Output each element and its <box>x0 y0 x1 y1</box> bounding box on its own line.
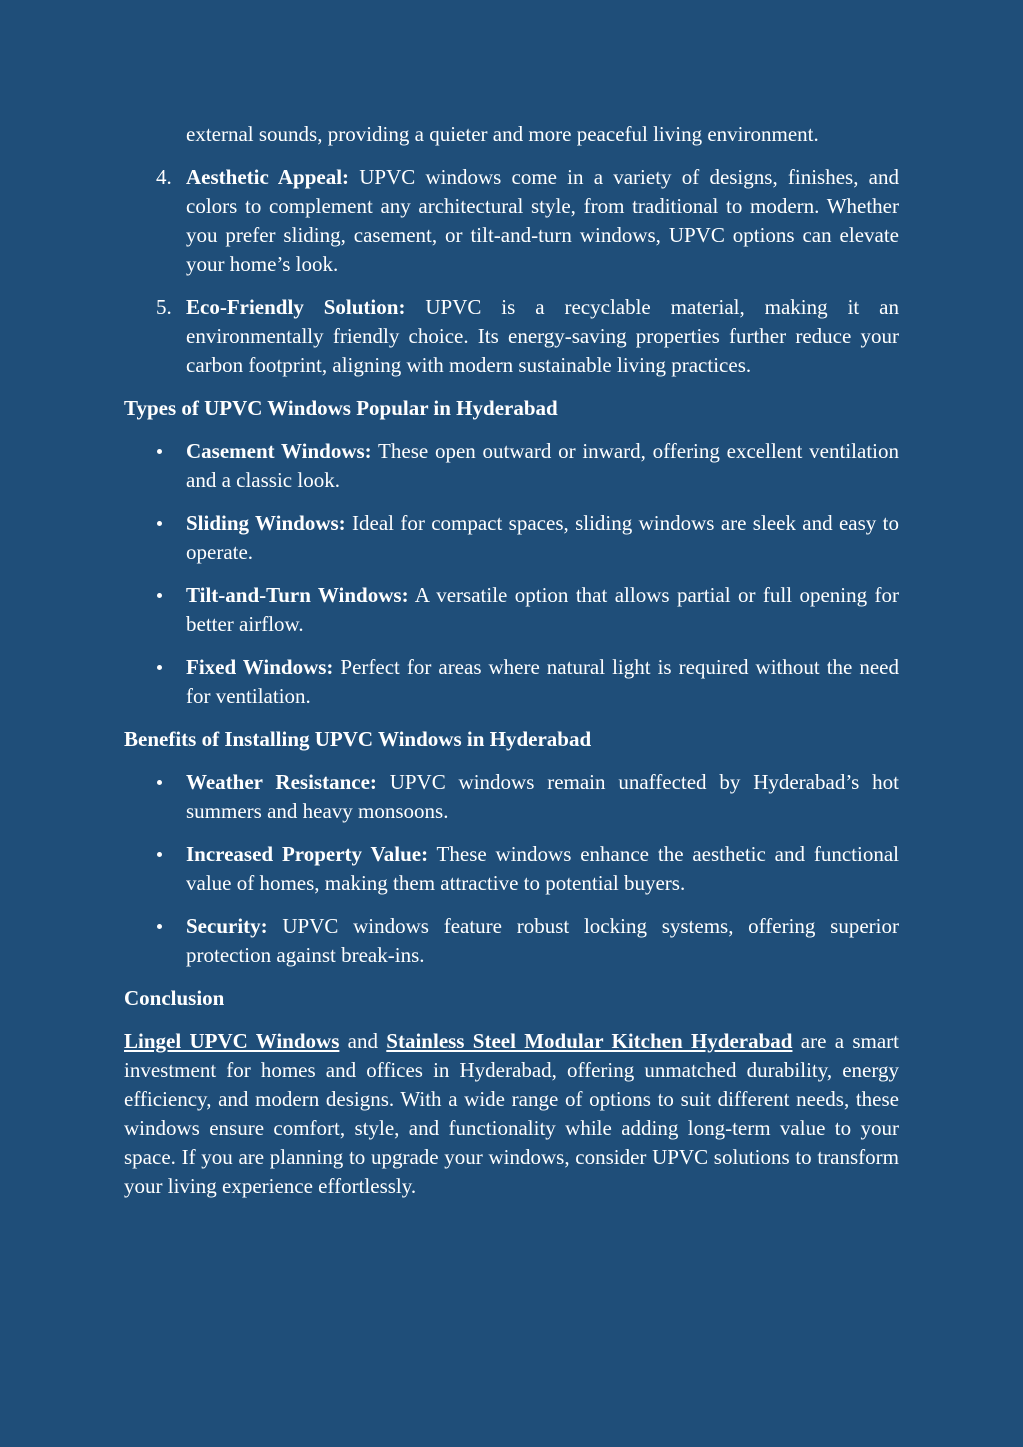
item-text: These windows enhance the aesthetic and functional value of homes, making them attractive to potential buyers. <box>186 842 899 895</box>
list-item-casement <box>124 437 899 495</box>
item-text: UPVC windows remain unaffected by Hyderabad’s hot summers and heavy monsoons. <box>186 770 899 823</box>
item-title: Casement Windows: <box>186 439 372 463</box>
benefits-list <box>124 768 899 970</box>
bullet-icon <box>157 924 162 929</box>
bullet-icon <box>157 780 162 785</box>
numbered-list <box>124 163 899 380</box>
item-title: Sliding Windows: <box>186 511 346 535</box>
list-number: 5. <box>156 295 172 319</box>
types-heading: Types of UPVC Windows Popular in Hyderabad <box>124 396 558 420</box>
item-text: Perfect for areas where natural light is required without the need for ventilation. <box>186 655 899 708</box>
item-title: Fixed Windows: <box>186 655 334 679</box>
lingel-upvc-windows-link[interactable]: Lingel UPVC Windows <box>124 1029 340 1053</box>
list-item-tilt-and-turn <box>124 581 899 639</box>
bullet-icon <box>157 449 162 454</box>
item-text: Ideal for compact spaces, sliding windows are sleek and easy to operate. <box>186 511 899 564</box>
conclusion-connector: and <box>339 1029 387 1053</box>
bullet-icon <box>157 852 162 857</box>
item-title: Increased Property Value: <box>186 842 429 866</box>
list-item-fixed <box>124 653 899 711</box>
item-text: These open outward or inward, offering excellent ventilation and a classic look. <box>186 439 899 492</box>
bullet-icon <box>157 665 162 670</box>
item-text: A versatile option that allows partial or full opening for better airflow. <box>186 583 899 636</box>
item-title: Weather Resistance: <box>186 770 377 794</box>
conclusion-paragraph <box>124 1027 899 1201</box>
document-content <box>124 120 899 1201</box>
numbered-item-aesthetic-appeal <box>124 163 899 279</box>
item-title: Aesthetic Appeal: <box>186 165 350 189</box>
item-title: Eco-Friendly Solution: <box>186 295 406 319</box>
bullet-icon <box>157 521 162 526</box>
continuation-text: external sounds, providing a quieter and more peaceful living environment. <box>186 122 819 146</box>
conclusion-text: are a smart investment for homes and offices in Hyderabad, offering unmatched durability, energy efficiency, and modern designs. With a wide range of options to suit different needs, these windows ensure comfort, style, and functionality while adding long-term value to your space. If you are planning to upgrade your windows, consider UPVC solutions to transform your living experience effortlessly. <box>124 1029 899 1198</box>
conclusion-heading: Conclusion <box>124 986 225 1010</box>
item-text: UPVC is a recyclable material, making it an environmentally friendly choice. Its energy-saving properties further reduce your carbon footprint, aligning with modern sustainable living practices. <box>186 295 899 377</box>
list-number: 4. <box>156 165 172 189</box>
numbered-item-eco-friendly <box>124 293 899 380</box>
list-item-security <box>124 912 899 970</box>
list-item-weather-resistance <box>124 768 899 826</box>
types-list <box>124 437 899 711</box>
item-text: UPVC windows come in a variety of designs, finishes, and colors to complement any architectural style, from traditional to modern. Whether you prefer sliding, casement, or tilt-and-turn windows, UPVC options can elevate your home’s look. <box>186 165 899 276</box>
item-text: UPVC windows feature robust locking systems, offering superior protection against break-ins. <box>186 914 899 967</box>
item-title: Security: <box>186 914 268 938</box>
bullet-icon <box>157 593 162 598</box>
modular-kitchen-link[interactable]: Stainless Steel Modular Kitchen Hyderabad <box>386 1029 793 1053</box>
list-item-property-value <box>124 840 899 898</box>
item-title: Tilt-and-Turn Windows: <box>186 583 409 607</box>
list-item-sliding <box>124 509 899 567</box>
benefits-heading: Benefits of Installing UPVC Windows in Hyderabad <box>124 727 592 751</box>
